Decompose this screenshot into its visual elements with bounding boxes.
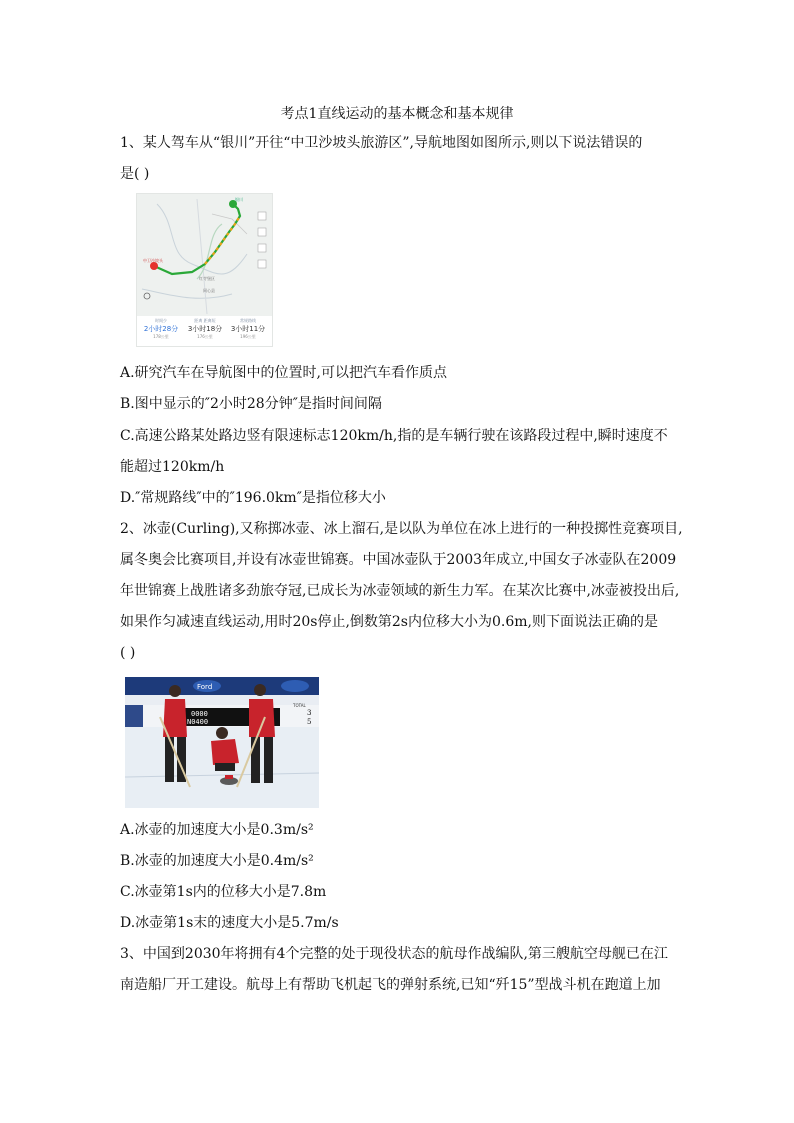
report-icon (258, 260, 266, 268)
route-label: 距离 距离短 (194, 318, 216, 323)
route-option-fastest[interactable] (140, 318, 182, 340)
curling-photo-graphic (125, 677, 319, 808)
route-time: 3小时11分 (230, 325, 266, 333)
route-distance: 176公里 (197, 334, 213, 339)
q3-stem-line1: 3、中国到2030年将拥有4个完整的处于现役状态的航母作战编队,第三艘航空母舰已在江 (120, 946, 668, 962)
layers-icon (258, 212, 266, 220)
q1-option-a: A.研究汽车在导航图中的位置时,可以把汽车看作质点 (120, 365, 448, 381)
curling-photo (125, 677, 319, 808)
q2-stem-line5: ( ) (120, 645, 136, 661)
q1-stem-line1: 1、某人驾车从“银川”开往“中卫沙坡头旅游区”,导航地图如图所示,则以下说法错误的 (120, 135, 643, 151)
route-time: 3小时18分 (187, 325, 223, 333)
start-pin-icon (150, 262, 158, 270)
route-label: 时间少 (155, 318, 167, 323)
q2-stem-line1: 2、冰壶(Curling),又称掷冰壶、冰上溜石,是以队为单位在冰上进行的一种投掷性竞赛项目, (120, 521, 683, 537)
q2-option-d: D.冰壶第1s末的速度大小是5.7m/s (120, 915, 339, 931)
scoreboard-row1: 0000 (191, 710, 208, 718)
q2-stem-line2: 属冬奥会比赛项目,并设有冰壶世锦赛。中国冰壶队于2003年成立,中国女子冰壶队在2009 (120, 552, 677, 568)
q3-stem-line2: 南造船厂开工建设。航母上有帮助飞机起飞的弹射系统,已知“歼15”型战斗机在跑道上加 (120, 977, 661, 993)
q2-stem-line4: 如果作匀减速直线运动,用时20s停止,倒数第2s内位移大小为0.6m,则下面说法正确的是 (120, 614, 658, 630)
map-label-hongsibao: 红寺堡区 (199, 276, 215, 281)
route-time: 2小时28分 (143, 325, 179, 333)
map-label-destination: 中卫沙坡头 (143, 258, 163, 263)
q2-stem-line3: 年世锦赛上战胜诸多劲旅夺冠,已成长为冰壶领域的新生力军。在某次比赛中,冰壶被投出后, (120, 583, 680, 599)
q1-option-b: B.图中显示的″2小时28分钟″是指时间间隔 (120, 396, 382, 412)
q1-option-d: D.″常规路线″中的″196.0km″是指位移大小 (120, 490, 386, 506)
score-right-2: 5 (307, 718, 312, 726)
q1-option-c-cont: 能超过120km/h (120, 459, 225, 475)
route-distance: 196公里 (240, 334, 256, 339)
map-label-start: 银川 (235, 197, 243, 202)
score-right-1: 3 (307, 709, 312, 717)
q2-option-b: B.冰壶的加速度大小是0.4m/s² (120, 853, 314, 869)
map-label-tongxin: 同心县 (203, 288, 215, 293)
q1-stem-line2: 是( ) (120, 166, 150, 182)
page-title: 考点1直线运动的基本概念和基本规律 (280, 106, 514, 122)
share-icon (258, 244, 266, 252)
q2-option-c: C.冰壶第1s内的位移大小是7.8m (120, 884, 327, 900)
scoreboard-row2: N0400 (187, 718, 209, 726)
route-distance: 178公里 (153, 334, 169, 339)
banner-ford-text: Ford (197, 683, 213, 691)
q2-option-a: A.冰壶的加速度大小是0.3m/s² (120, 822, 314, 838)
traffic-icon (258, 228, 266, 236)
navigation-map-figure (136, 193, 273, 347)
q1-option-c: C.高速公路某处路边竖有限速标志120km/h,指的是车辆行驶在该路段过程中,瞬时速度不 (120, 428, 668, 444)
route-option-shortest[interactable] (184, 318, 226, 340)
route-options-bar (137, 316, 272, 346)
score-total-label: TOTAL (293, 703, 306, 708)
route-label: 常规路线 (240, 318, 256, 323)
route-option-regular[interactable] (227, 318, 269, 340)
